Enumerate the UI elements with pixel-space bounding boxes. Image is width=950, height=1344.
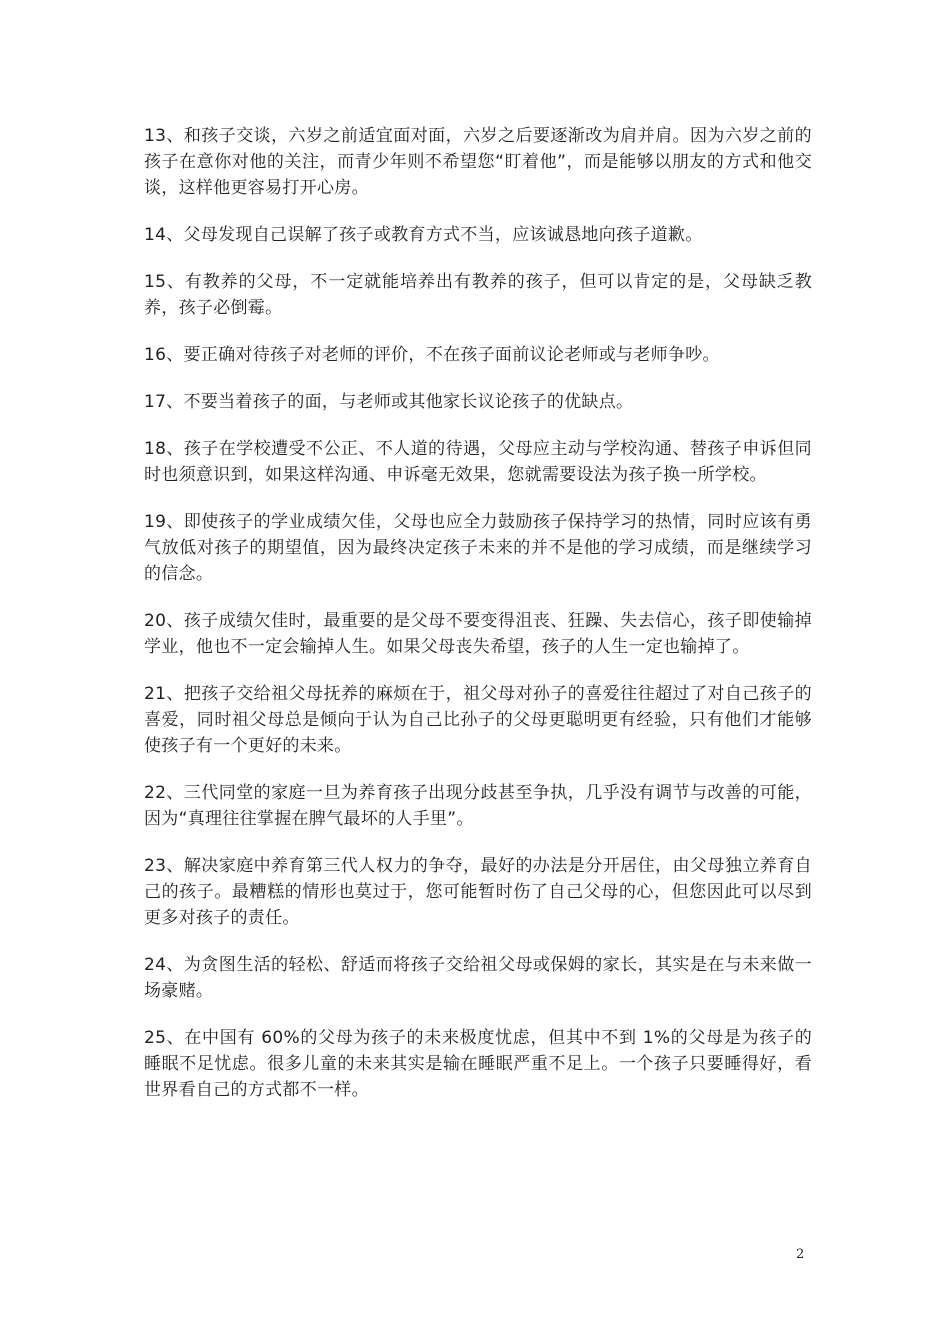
- paragraph-20: 20、孩子成绩欠佳时，最重要的是父母不要变得沮丧、狂躁、失去信心，孩子即使输掉学业，他也不一定会输掉人生。如果父母丧失希望，孩子的人生一定也输掉了。: [144, 611, 812, 657]
- paragraph-14: 14、父母发现自己误解了孩子或教育方式不当，应该诚恳地向孩子道歉。: [144, 225, 703, 245]
- paragraph-24: 24、为贪图生活的轻松、舒适而将孩子交给祖父母或保姆的家长，其实是在与未来做一场豪赌。: [144, 955, 812, 1001]
- document-body: [144, 123, 812, 1124]
- paragraph-13: 13、和孩子交谈，六岁之前适宜面对面，六岁之后要逐渐改为肩并肩。因为六岁之前的孩子在意你对他的关注，而青少年则不希望您“盯着他”，而是能够以朋友的方式和他交谈，这样他更容易打开心房。: [144, 126, 812, 198]
- paragraph-17: 17、不要当着孩子的面，与老师或其他家长议论孩子的优缺点。: [144, 392, 634, 412]
- paragraph-15: 15、有教养的父母，不一定就能培养出有教养的孩子，但可以肯定的是，父母缺乏教养，孩子必倒霉。: [144, 272, 812, 318]
- paragraph-16: 16、要正确对待孩子对老师的评价，不在孩子面前议论老师或与老师争吵。: [144, 345, 720, 365]
- paragraph-23: 23、解决家庭中养育第三代人权力的争夺，最好的办法是分开居住，由父母独立养育自己的孩子。最糟糕的情形也莫过于，您可能暂时伤了自己父母的心，但您因此可以尽到更多对孩子的责任。: [144, 856, 812, 928]
- paragraph-19: 19、即使孩子的学业成绩欠佳，父母也应全力鼓励孩子保持学习的热情，同时应该有勇气放低对孩子的期望值，因为最终决定孩子未来的并不是他的学习成绩，而是继续学习的信念。: [144, 512, 812, 584]
- page-number: 2: [796, 1247, 805, 1262]
- paragraph-25: 25、在中国有 60%的父母为孩子的未来极度忧虑，但其中不到 1%的父母是为孩子的睡眠不足忧虑。很多儿童的未来其实是输在睡眠严重不足上。一个孩子只要睡得好，看世界看自己的方式都不一样。: [144, 1028, 812, 1100]
- paragraph-21: 21、把孩子交给祖父母抚养的麻烦在于，祖父母对孙子的喜爱往往超过了对自己孩子的喜爱，同时祖父母总是倾向于认为自己比孙子的父母更聪明更有经验，只有他们才能够使孩子有一个更好的未来。: [144, 684, 812, 756]
- paragraph-22: 22、三代同堂的家庭一旦为养育孩子出现分歧甚至争执，几乎没有调节与改善的可能，因为“真理往往掌握在脾气最坏的人手里”。: [144, 783, 812, 829]
- paragraph-18: 18、孩子在学校遭受不公正、不人道的待遇，父母应主动与学校沟通、替孩子申诉但同时也须意识到，如果这样沟通、申诉毫无效果，您就需要设法为孩子换一所学校。: [144, 439, 812, 485]
